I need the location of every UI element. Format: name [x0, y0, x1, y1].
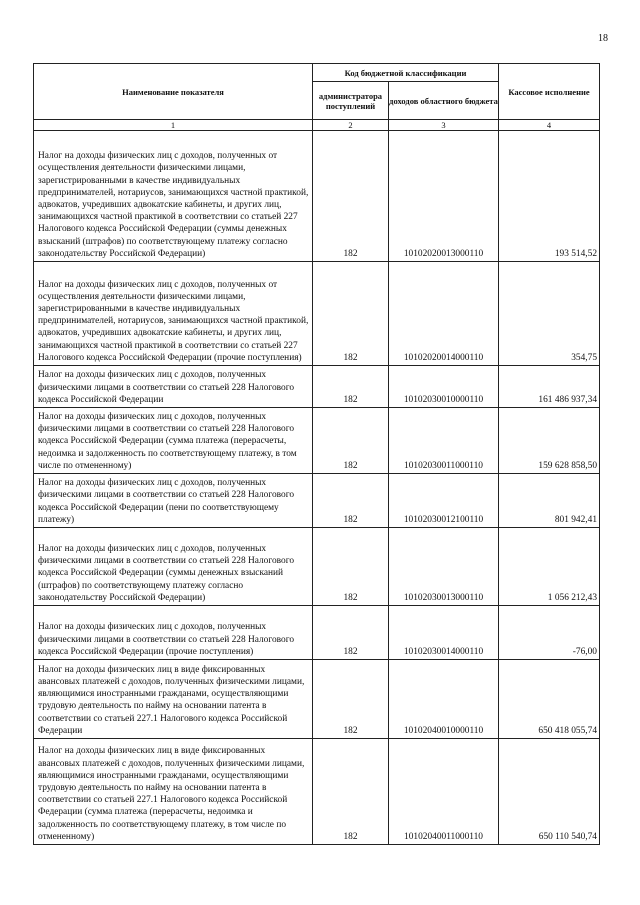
- table-row: [34, 408, 600, 474]
- administrator-code: 182: [313, 739, 389, 845]
- administrator-code: 182: [313, 660, 389, 739]
- table-row: [34, 366, 600, 408]
- revenue-code: 10102020014000110: [389, 262, 499, 366]
- cash-execution-amount: -76,00: [499, 606, 600, 660]
- header-administrator: администратора поступлений: [313, 82, 389, 120]
- header-regional-budget-revenue: доходов областного бюджета: [389, 82, 499, 120]
- administrator-code: 182: [313, 474, 389, 528]
- revenue-code: 10102040010000110: [389, 660, 499, 739]
- administrator-code: 182: [313, 528, 389, 606]
- indicator-name: Налог на доходы физических лиц с доходов, полученных физическими лицами в соответствии со статьей 228 Налогового кодекса Российской Федерации: [34, 366, 313, 408]
- cash-execution-amount: 1 056 212,43: [499, 528, 600, 606]
- revenue-code: 10102040011000110: [389, 739, 499, 845]
- administrator-code: 182: [313, 408, 389, 474]
- indicator-name: Налог на доходы физических лиц в виде фиксированных авансовых платежей с доходов, полученных физическими лицами, являющимися иностранными гражданами, осуществляющими трудовую деятельность по найму на основании патента в соответствии со статьей 227.1 Налогового кодекса Российской Федерации: [34, 660, 313, 739]
- revenue-code: 10102020013000110: [389, 131, 499, 262]
- table-row: [34, 606, 600, 660]
- cash-execution-amount: 801 942,41: [499, 474, 600, 528]
- indicator-name: Налог на доходы физических лиц в виде фиксированных авансовых платежей с доходов, полученных физическими лицами, являющимися иностранными гражданами, осуществляющими трудовую деятельность по найму на основании патента в соответствии со статьей 227.1 Налогового кодекса Российской Федерации (сумма платежа (перерасчеты, недоимка и задолженность по соответствующему платежу, в том числе по отмененному): [34, 739, 313, 845]
- administrator-code: 182: [313, 131, 389, 262]
- indicator-name: Налог на доходы физических лиц с доходов, полученных физическими лицами в соответствии со статьей 228 Налогового кодекса Российской Федерации (пени по соответствующему платежу): [34, 474, 313, 528]
- column-number-3: 3: [389, 120, 499, 131]
- table-row: [34, 528, 600, 606]
- header-indicator-name: Наименование показателя: [34, 64, 313, 120]
- cash-execution-amount: 354,75: [499, 262, 600, 366]
- revenue-code: 10102030014000110: [389, 606, 499, 660]
- cash-execution-amount: 159 628 858,50: [499, 408, 600, 474]
- table-row: [34, 474, 600, 528]
- indicator-name: Налог на доходы физических лиц с доходов, полученных физическими лицами в соответствии со статьей 228 Налогового кодекса Российской Федерации (прочие поступления): [34, 606, 313, 660]
- table-row: [34, 131, 600, 262]
- indicator-name: Налог на доходы физических лиц с доходов, полученных от осуществления деятельности физическими лицами, зарегистрированными в качестве индивидуальных предпринимателей, нотариусов, занимающихся частной практикой, адвокатов, учредивших адвокатские кабинеты, и других лиц, занимающихся частной практикой в соответствии со статьей 227 Налогового кодекса Российской Федерации (прочие поступления): [34, 262, 313, 366]
- table-row: [34, 660, 600, 739]
- cash-execution-amount: 650 418 055,74: [499, 660, 600, 739]
- revenue-code: 10102030013000110: [389, 528, 499, 606]
- column-number-4: 4: [499, 120, 600, 131]
- table-row: [34, 262, 600, 366]
- administrator-code: 182: [313, 262, 389, 366]
- revenue-code: 10102030010000110: [389, 366, 499, 408]
- column-number-1: 1: [34, 120, 313, 131]
- revenue-code: 10102030011000110: [389, 408, 499, 474]
- column-number-2: 2: [313, 120, 389, 131]
- administrator-code: 182: [313, 606, 389, 660]
- cash-execution-amount: 193 514,52: [499, 131, 600, 262]
- administrator-code: 182: [313, 366, 389, 408]
- budget-execution-table: [33, 63, 600, 845]
- indicator-name: Налог на доходы физических лиц с доходов, полученных физическими лицами в соответствии со статьей 228 Налогового кодекса Российской Федерации (суммы денежных взысканий (штрафов) по соответствующему платежу согласно законодательству Российской Федерации): [34, 528, 313, 606]
- cash-execution-amount: 650 110 540,74: [499, 739, 600, 845]
- page-number: 18: [598, 33, 608, 44]
- table-row: [34, 739, 600, 845]
- header-classification-code: Код бюджетной классификации: [313, 64, 499, 82]
- revenue-code: 10102030012100110: [389, 474, 499, 528]
- indicator-name: Налог на доходы физических лиц с доходов, полученных от осуществления деятельности физическими лицами, зарегистрированными в качестве индивидуальных предпринимателей, нотариусов, занимающихся частной практикой, адвокатов, учредивших адвокатские кабинеты, и других лиц, занимающихся частной практикой в соответствии со статьей 227 Налогового кодекса Российской Федерации (суммы денежных взысканий (штрафов) по соответствующему платежу согласно законодательству Российской Федерации): [34, 131, 313, 262]
- header-cash-execution: Кассовое исполнение: [499, 64, 600, 120]
- indicator-name: Налог на доходы физических лиц с доходов, полученных физическими лицами в соответствии со статьей 228 Налогового кодекса Российской Федерации (сумма платежа (перерасчеты, недоимка и задолженность по соответствующему платежу, в том числе по отмененному): [34, 408, 313, 474]
- cash-execution-amount: 161 486 937,34: [499, 366, 600, 408]
